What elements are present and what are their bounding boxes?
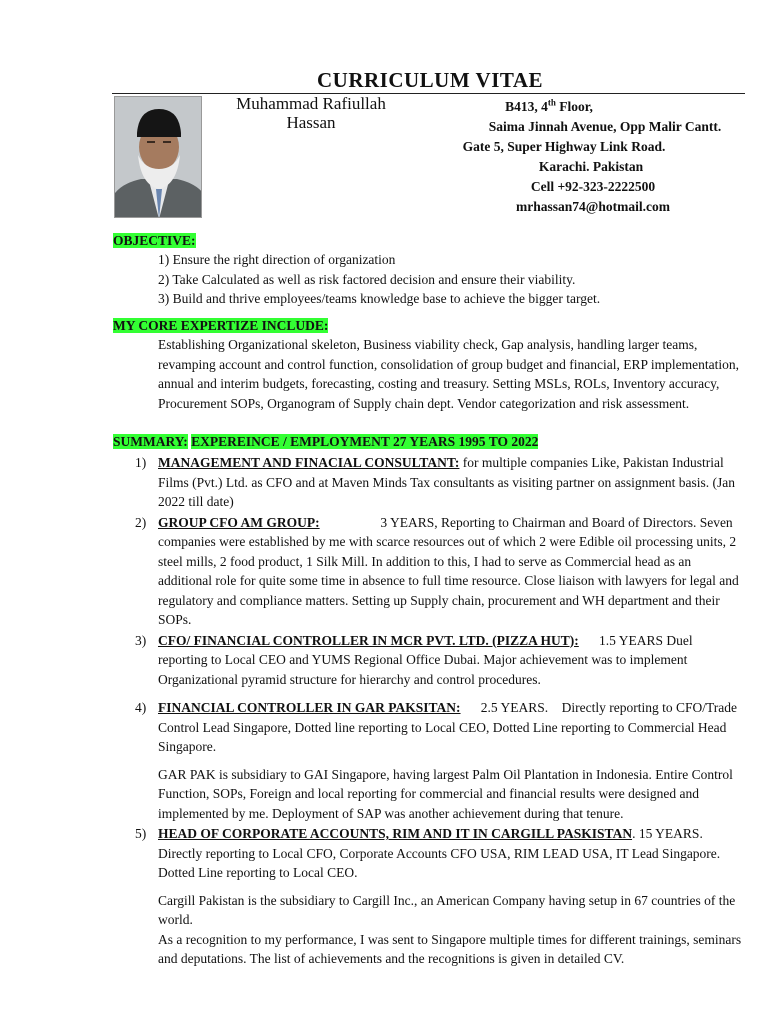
item-paragraph: Cargill Pakistan is the subsidiary to Cargill Inc., an American Company having setup in 67 countries of the world. [158,892,736,927]
address-line-1-sup: th [547,97,556,108]
item-text: for multiple companies Like, Pakistan Industrial Films (Pvt.) Ltd. as CFO and at Maven Minds Tax consultants as visiting partner on assignment basis. (Jan 2022 till date) [158,455,736,509]
objective-point-2: 2) Take Calculated as well as risk factored decision and ensure their viability. [158,271,576,287]
objective-point-1: 1) Ensure the right direction of organization [158,252,396,267]
experience-item [135,631,745,690]
item-number: 5) [135,826,147,841]
experience-item [135,824,745,883]
item-number: 3) [135,632,147,648]
item-number: 2) [135,514,147,530]
core-expertise-text: Establishing Organizational skeleton, Business viability check, Gap analysis, handling larger teams, revamping account and control function, consolidation of group budget and financial, ERP implementation, annual and interim budgets, forecasting, costing and treasury. Setting MSLs, ROLs, Inventory accuracy, Procurement SOPs, Organogram of Supply chain dept. Vendor categorization and risk assessment. [158,337,739,411]
item-heading: FINANCIAL CONTROLLER IN GAR PAKSITAN: [158,700,461,715]
item-text: 2.5 YEARS. Directly reporting to CFO/Trade Control Lead Singapore, Dotted line reporting to Local CEO, Dotted Line reporting to Commercial Head Singapore. [158,700,741,754]
address-line-1 [340,97,758,117]
item-paragraph: GAR PAK is subsidiary to GAI Singapore, having largest Palm Oil Plantation in Indonesia. Entire Control Function, SOPs, Foreign and local reporting for commercial and financial results were designed and implemented by me. Deployment of SAP was another achievement during that tenure. [158,766,733,821]
address-city: Karachi. Pakistan [538,159,644,174]
experience-item [135,453,745,512]
item-text: 3 YEARS, Reporting to Chairman and Board of Directors. Seven companies were established by me with scarce resources out of which 2 were Edible oil processing units, 2 steel mills, 2 food product, 1 Silk Mill. In addition to this, I had to serve as Commercial head as an additional role for quite some time in absence to full time resource. Close liaison with lawyers for legal and regulatory and compliance matters. Setting up Supply chain, procurement and WH department and their SOPs. [158,514,743,627]
core-expertise-heading-text: MY CORE EXPERTIZE INCLUDE: [113,318,329,333]
item-number: 4) [135,700,147,715]
contact-address [440,97,758,217]
objective-heading-text: OBJECTIVE: [113,233,196,248]
name-line-1: Muhammad Rafiullah [236,94,386,113]
title-underline [112,93,745,94]
summary-heading [113,433,538,450]
item-text: . 15 YEARS. Directly reporting to Local CFO, Corporate Accounts CFO USA, RIM LEAD USA, IT Lead Singapore. Dotted Line reporting to Local CEO. [158,826,721,880]
item-heading: GROUP CFO AM GROUP: [158,514,320,530]
item-number: 1) [135,455,147,470]
item-text: 1.5 YEARS Duel reporting to Local CEO and YUMS Regional Office Dubai. Major achievement was to implement Organizational pyramid structure for hierarchy and control procedures. [158,632,697,687]
item-paragraph: As a recognition to my performance, I was sent to Singapore multiple times for different trainings, seminars and deputations. The list of achievements and the recognitions is given in detailed CV. [158,931,742,966]
objective-heading [113,232,196,249]
core-expertise-heading [113,317,328,334]
document-title: CURRICULUM VITAE [317,68,543,92]
experience-item [135,698,745,757]
item-heading: MANAGEMENT AND FINACIAL CONSULTANT: [158,455,460,470]
summary-heading-text: EXPEREINCE / EMPLOYMENT 27 YEARS 1995 TO 2022 [191,434,539,449]
objective-list [158,250,718,309]
address-line-2: Saima Jinnah Avenue, Opp Malir Cantt. [488,119,722,134]
profile-photo [114,96,202,218]
portrait-image [115,97,202,218]
contact-phone: Cell +92-323-2222500 [530,179,656,194]
name-line-2: Hassan [286,113,336,132]
experience-list [135,453,745,969]
contact-email: mrhassan74@hotmail.com [516,199,670,214]
item-heading: CFO/ FINANCIAL CONTROLLER IN MCR PVT. LTD. (PIZZA HUT): [158,632,579,648]
summary-heading-label: SUMMARY: [113,434,188,449]
address-line-1-prefix: B413, 4 [505,99,548,114]
experience-item [135,513,745,630]
address-line-1-suffix: Floor, [555,99,593,114]
item-heading: HEAD OF CORPORATE ACCOUNTS, RIM AND IT IN CARGILL PASKISTAN [158,826,633,841]
address-line-3: Gate 5, Super Highway Link Road. [462,139,666,154]
objective-point-3: 3) Build and thrive employees/teams knowledge base to achieve the bigger target. [158,291,601,306]
